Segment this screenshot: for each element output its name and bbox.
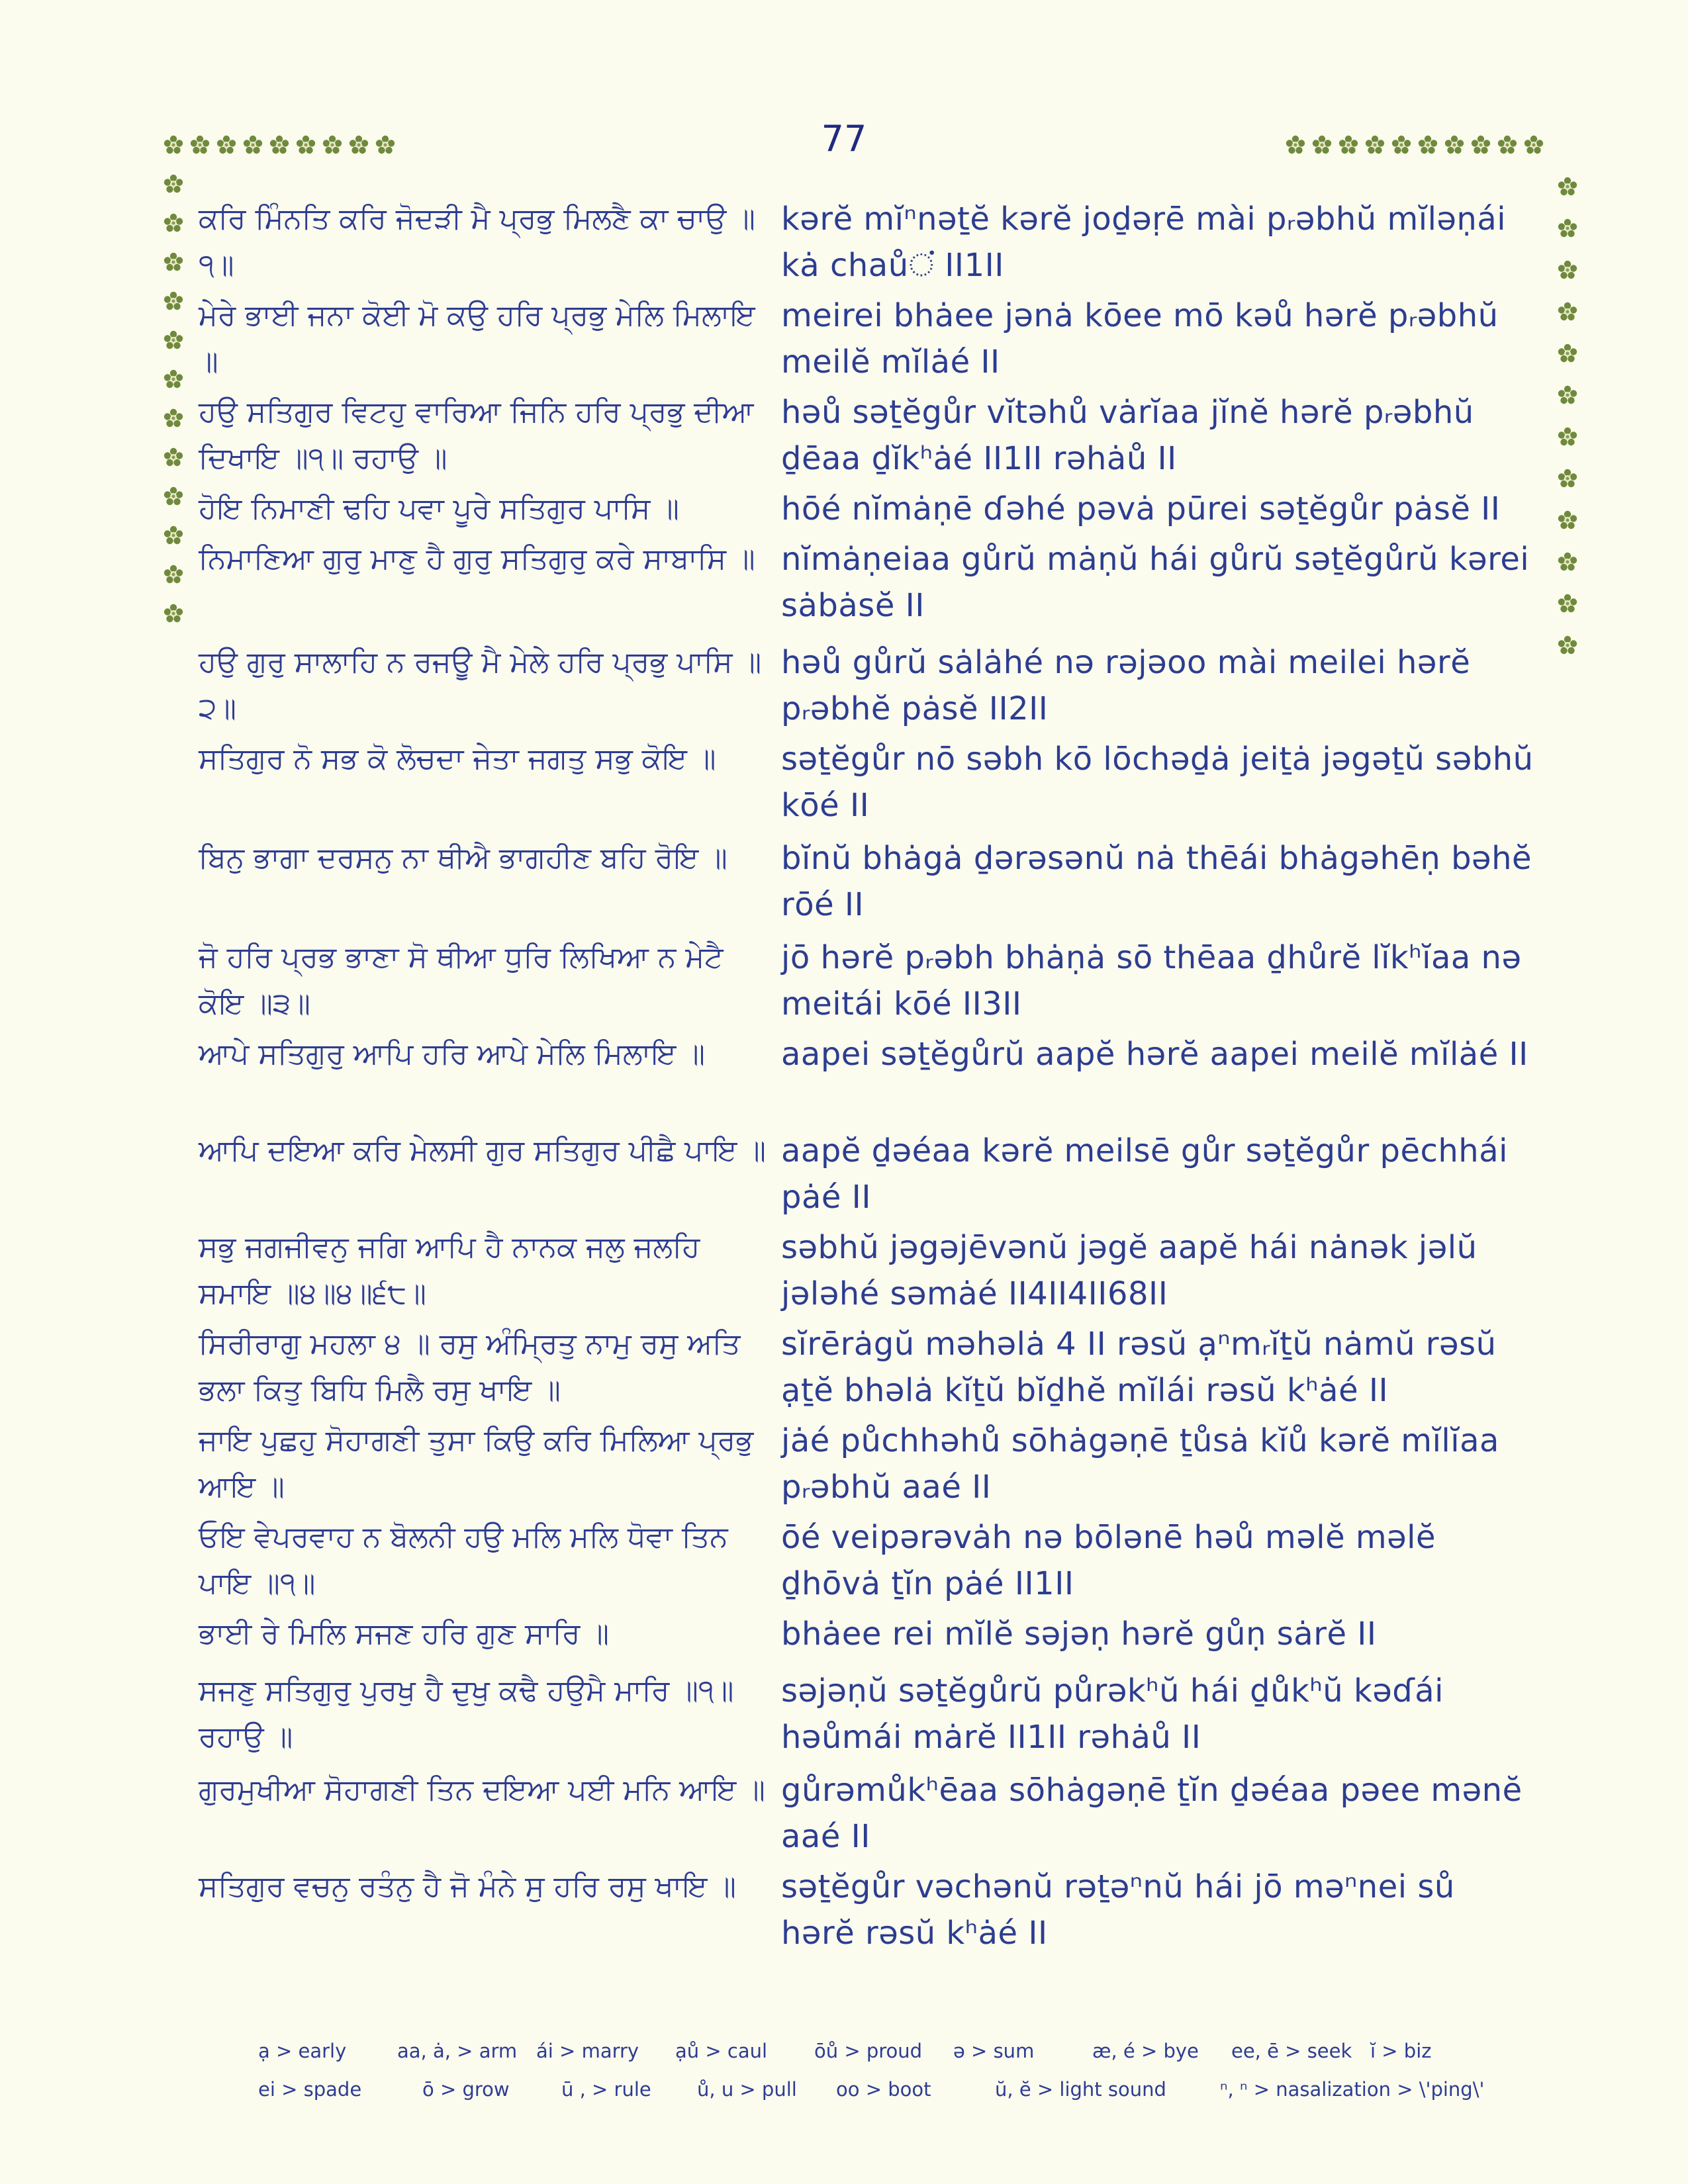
flower-icon	[164, 213, 183, 233]
transliteration-text: bhȧee rei mĭlĕ səjəṇ hərĕ gůṇ sȧrĕ II	[781, 1615, 1377, 1653]
legend-item: aa, ȧ, > arm	[397, 2040, 518, 2062]
verse-row	[199, 1611, 1536, 1668]
verse-row	[199, 835, 1536, 934]
verse-row	[199, 486, 1536, 536]
flower-icon	[1558, 343, 1577, 363]
verse-row	[199, 293, 1536, 389]
gurmukhi-text: ਸਿਰੀਰਾਗੁ ਮਹਲਾ ੪ ॥ ਰਸੁ ਅੰਮ੍ਰਿਤੁ ਨਾਮੁ ਰਸੁ ਅਤਿ ਭਲਾ ਕਿਤੁ ਬਿਧਿ ਮਿਲੈ ਰਸੁ ਖਾਇ ॥	[199, 1327, 741, 1407]
gurmukhi-text: ਹਉ ਗੁਰੁ ਸਾਲਾਹਿ ਨ ਰਜਊ ਮੈ ਮੇਲੇ ਹਰਿ ਪ੍ਰਭੁ ਪਾਸਿ ॥੨॥	[199, 645, 762, 725]
gurmukhi-text: ਹੋਇ ਨਿਮਾਣੀ ਢਹਿ ਪਵਾ ਪੂਰੇ ਸਤਿਗੁਰ ਪਾਸਿ ॥	[199, 492, 679, 525]
transliteration-text: jȧé půchhəhů sōhȧgəṇē ṯůsȧ kĭů kərĕ mĭlĭaa pᵣəbhŭ aaé II	[781, 1422, 1499, 1506]
transliteration-text: nĭmȧṇeiaa gůrŭ mȧṇŭ hái gůrŭ səṯĕgůrŭ kərei sȧbȧsĕ II	[781, 541, 1530, 624]
flower-icon	[164, 174, 183, 194]
pronunciation-legend	[258, 2032, 1516, 2109]
transliteration-text: meirei bhȧee jənȧ kōee mō kəů hərĕ pᵣəbhŭ meilĕ mĭlȧé II	[781, 297, 1499, 381]
verse-row	[199, 536, 1536, 639]
flower-icon	[164, 565, 183, 584]
flower-icon	[1558, 218, 1577, 238]
transliteration-text: aapei səṯĕgůrŭ aapĕ hərĕ aapei meilĕ mĭlȧé II	[781, 1036, 1528, 1073]
flower-icon	[1558, 635, 1577, 655]
flower-icon	[1558, 510, 1577, 530]
verse-row	[199, 934, 1536, 1031]
legend-item: ŭ, ĕ > light sound	[995, 2078, 1166, 2101]
verse-row	[199, 1668, 1536, 1767]
gurmukhi-text: ਮੇਰੇ ਭਾਈ ਜਨਾ ਕੋਈ ਮੋ ਕਉ ਹਰਿ ਪ੍ਰਭੁ ਮੇਲਿ ਮਿਲਾਇ ॥	[199, 298, 755, 379]
gurmukhi-text: ਭਾਈ ਰੇ ਮਿਲਿ ਸਜਣ ਹਰਿ ਗੁਣ ਸਾਰਿ ॥	[199, 1617, 610, 1651]
legend-item: ạ > early	[258, 2040, 347, 2062]
gurmukhi-text: ਗੁਰਮੁਖੀਆ ਸੋਹਾਗਣੀ ਤਿਨ ਦਇਆ ਪਈ ਮਨਿ ਆਇ ॥	[199, 1773, 765, 1807]
transliteration-text: ōé veipərəvȧh nə bōlənē həů məlĕ məlĕ ḏhōvȧ ṯĭn pȧé II1II	[781, 1519, 1436, 1602]
verse-row	[199, 639, 1536, 736]
transliteration-text: kərĕ mĭⁿnəṯĕ kərĕ joḏəṛē mài pᵣəbhŭ mĭləṇái kȧ chaůਂ II1II	[781, 201, 1507, 284]
gurmukhi-text: ਜਾਇ ਪੁਛਹੁ ਸੋਹਾਗਣੀ ਤੁਸਾ ਕਿਉ ਕਰਿ ਮਿਲਿਆ ਪ੍ਰਭੁ ਆਇ ॥	[199, 1424, 754, 1504]
legend-item: ⁿ, ⁿ > nasalization > \'ping\'	[1220, 2078, 1485, 2101]
gurmukhi-text: ਆਪਿ ਦਇਆ ਕਰਿ ਮੇਲਸੀ ਗੁਰ ਸਤਿਗੁਰ ਪੀਛੈ ਪਾਇ ॥	[199, 1134, 767, 1167]
flower-icon	[164, 291, 183, 311]
flower-icon	[164, 525, 183, 545]
flower-icon	[1558, 385, 1577, 405]
legend-item: ū , > rule	[561, 2078, 651, 2101]
verse-row	[199, 196, 1536, 293]
verse-row	[199, 1767, 1536, 1864]
gurmukhi-text: ਸਤਿਗੁਰ ਨੋ ਸਭ ਕੋ ਲੋਚਦਾ ਜੇਤਾ ਜਗਤੁ ਸਭੁ ਕੋਇ ॥	[199, 742, 716, 776]
flower-icon	[164, 486, 183, 506]
legend-item: ái > marry	[536, 2040, 639, 2062]
flower-icon	[1558, 594, 1577, 614]
gurmukhi-text: ਨਿਮਾਣਿਆ ਗੁਰੁ ਮਾਣੁ ਹੈ ਗੁਰੁ ਸਤਿਗੁਰੁ ਕਰੇ ਸਾਬਾਸਿ ॥	[199, 542, 755, 576]
transliteration-text: həů səṯĕgůr vĭtəhů vȧrĭaa jĭnĕ hərĕ pᵣəbhŭ ḏēaa ḏĭkʰȧé II1II rəhȧů II	[781, 394, 1474, 477]
flower-icon	[164, 252, 183, 272]
flower-icon	[1558, 427, 1577, 447]
transliteration-text: həů gůrŭ sȧlȧhé nə rəjəoo mài meilei hərĕ pᵣəbhĕ pȧsĕ II2II	[781, 644, 1471, 727]
verse-row	[199, 1128, 1536, 1224]
gurmukhi-text: ਸਤਿਗੁਰ ਵਚਨੁ ਰਤੰਨੁ ਹੈ ਜੋ ਮੰਨੇ ਸੁ ਹਰਿ ਰਸੁ ਖਾਇ ॥	[199, 1870, 736, 1903]
transliteration-text: səbhŭ jəgəjēvənŭ jəgĕ aapĕ hái nȧnək jəlŭ jələhé səmȧé II4II4II68II	[781, 1229, 1477, 1312]
verse-row	[199, 1514, 1536, 1611]
gurmukhi-text: ਆਪੇ ਸਤਿਗੁਰੁ ਆਪਿ ਹਰਿ ਆਪੇ ਮੇਲਿ ਮਿਲਾਇ ॥	[199, 1037, 706, 1071]
gurmukhi-text: ਹਉ ਸਤਿਗੁਰ ਵਿਟਹੁ ਵਾਰਿਆ ਜਿਨਿ ਹਰਿ ਪ੍ਰਭੁ ਦੀਆ ਦਿਖਾਇ ॥੧॥ ਰਹਾਉ ॥	[199, 395, 754, 475]
transliteration-text: aapĕ ḏəéaa kərĕ meilsē gůr səṯĕgůr pēchhái pȧé II	[781, 1132, 1508, 1216]
legend-item: ei > spade	[258, 2078, 362, 2101]
verse-row	[199, 1031, 1536, 1128]
transliteration-text: səjəṇŭ səṯĕgůrŭ půrəkʰŭ hái ḏůkʰŭ kəɗái həůmái mȧrĕ II1II rəhȧů II	[781, 1672, 1444, 1756]
legend-item: ĭ > biz	[1370, 2040, 1432, 2062]
flower-icon	[1558, 302, 1577, 322]
gurmukhi-text: ਸਭੁ ਜਗਜੀਵਨੁ ਜਗਿ ਆਪਿ ਹੈ ਨਾਨਕ ਜਲੁ ਜਲਹਿ ਸਮਾਇ ॥੪॥੪॥੬੮॥	[199, 1230, 700, 1310]
flower-icon	[164, 369, 183, 389]
transliteration-text: səṯĕgůr vəchənŭ rəṯəⁿnŭ hái jō məⁿnei sů hərĕ rəsŭ kʰȧé II	[781, 1868, 1455, 1952]
flower-icon	[164, 408, 183, 428]
legend-item: ō > grow	[422, 2078, 510, 2101]
verse-row	[199, 1418, 1536, 1514]
verse-row	[199, 736, 1536, 835]
flower-icon	[164, 447, 183, 467]
gurmukhi-text: ਜੋ ਹਰਿ ਪ੍ਰਭ ਭਾਣਾ ਸੋ ਥੀਆ ਧੁਰਿ ਲਿਖਿਆ ਨ ਮੇਟੈ ਕੋਇ ॥੩॥	[199, 940, 724, 1021]
verse-row	[199, 389, 1536, 486]
gurmukhi-text: ਕਰਿ ਮਿੰਨਤਿ ਕਰਿ ਜੋਦੜੀ ਮੈ ਪ੍ਰਭੁ ਮਿਲਣੈ ਕਾ ਚਾਉ ॥੧॥	[199, 202, 755, 282]
legend-item: æ, é > bye	[1092, 2040, 1199, 2062]
verse-row	[199, 1864, 1536, 1960]
gurmukhi-text: ਬਿਨੁ ਭਾਗਾ ਦਰਸਨੁ ਨਾ ਥੀਐ ਭਾਗਹੀਣ ਬਹਿ ਰੋਇ ॥	[199, 841, 727, 875]
legend-row	[258, 2032, 1516, 2070]
gurmukhi-text: ਓਇ ਵੇਪਰਵਾਹ ਨ ਬੋਲਨੀ ਹਉ ਮਲਿ ਮਲਿ ਧੋਵਾ ਤਿਨ ਪਾਇ ॥੧॥	[199, 1520, 728, 1600]
verse-row	[199, 1224, 1536, 1321]
flower-icon	[1558, 552, 1577, 572]
transliteration-text: gůrəmůkʰēaa sōhȧgəṇē ṯĭn ḏəéaa pəee mənĕ aaé II	[781, 1772, 1523, 1855]
flower-icon	[1558, 177, 1577, 197]
transliteration-text: sĭrērȧgŭ məhəlȧ 4 II rəsŭ ạⁿmᵣĭṯŭ nȧmŭ rəsŭ ạṯĕ bhəlȧ kĭṯŭ bĭḏhĕ mĭlái rəsŭ kʰȧé II	[781, 1326, 1497, 1409]
flower-icon	[164, 330, 183, 350]
gurmukhi-text: ਸਜਣੁ ਸਤਿਗੁਰੁ ਪੁਰਖੁ ਹੈ ਦੁਖੁ ਕਢੈ ਹਉਮੈ ਮਾਰਿ ॥੧॥ ਰਹਾਉ ॥	[199, 1674, 734, 1754]
transliteration-text: hōé nĭmȧṇē ɗəhé pəvȧ pūrei səṯĕgůr pȧsĕ II	[781, 490, 1501, 527]
flower-icon	[164, 604, 183, 623]
legend-item: oo > boot	[836, 2078, 931, 2101]
legend-item: ee, ē > seek	[1231, 2040, 1352, 2062]
flower-icon	[1558, 260, 1577, 280]
transliteration-text: bĭnŭ bhȧgȧ ḏərəsənŭ nȧ thēái bhȧgəhēṇ bəhĕ rōé II	[781, 840, 1532, 923]
transliteration-text: səṯĕgůr nō səbh kō lōchəḏȧ jeiṯȧ jəgəṯŭ səbhŭ kōé II	[781, 741, 1534, 824]
legend-item: ōů > proud	[814, 2040, 923, 2062]
legend-item: ə > sum	[953, 2040, 1035, 2062]
verse-row	[199, 1321, 1536, 1418]
legend-row	[258, 2070, 1516, 2109]
flower-icon	[1558, 469, 1577, 488]
transliteration-text: jō hərĕ pᵣəbh bhȧṇȧ sō thēaa ḏhůrĕ lĭkʰĭaa nə meitái kōé II3II	[781, 939, 1522, 1023]
legend-item: ů, u > pull	[697, 2078, 797, 2101]
page-number: 77	[821, 118, 867, 159]
verse-table	[199, 196, 1536, 1960]
legend-item: ạů > caul	[675, 2040, 768, 2062]
